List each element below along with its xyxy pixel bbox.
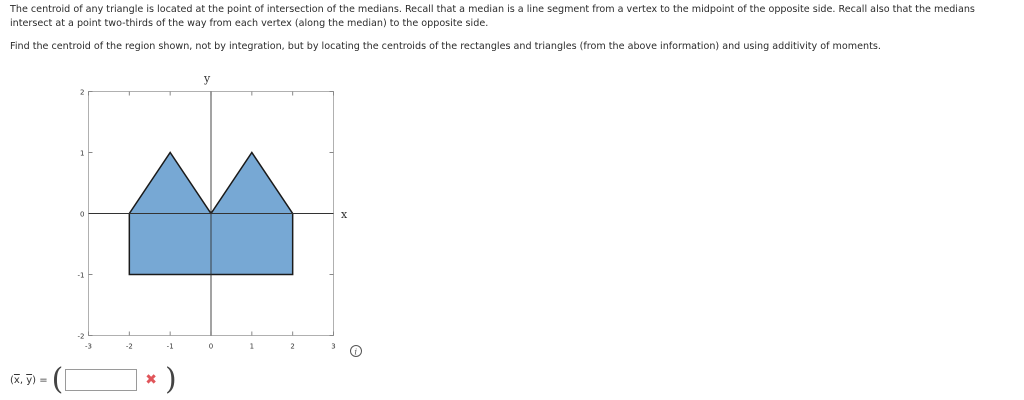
x-tick-label: -1 bbox=[166, 342, 174, 351]
y-tick-label: -2 bbox=[77, 332, 85, 341]
centroid-label: ($\overline{x}$, $\overline{y}$) = bbox=[10, 374, 48, 386]
question-paragraph-2: Find the centroid of the region shown, not by integration, but by locating the centroids of the rectangles and triangles (from the above information) and using additivity of moments. bbox=[10, 41, 881, 52]
y-tick-label: 1 bbox=[80, 149, 85, 158]
x-tick-label: -3 bbox=[85, 342, 92, 351]
close-paren: ) bbox=[165, 362, 177, 397]
wrong-x-icon: ✖ bbox=[145, 372, 158, 388]
centroid-answer-input[interactable] bbox=[65, 369, 137, 391]
x-tick-label: 1 bbox=[249, 342, 255, 351]
x-tick-label: -2 bbox=[125, 342, 133, 351]
x-tick-label: 3 bbox=[331, 342, 336, 351]
info-circle-icon[interactable] bbox=[351, 346, 362, 358]
x-tick-label: 2 bbox=[290, 342, 295, 351]
x-axis-label: x bbox=[341, 208, 348, 221]
open-paren: ( bbox=[51, 362, 64, 397]
answer-row bbox=[10, 362, 177, 398]
y-tick-label: 0 bbox=[80, 210, 85, 219]
question-paragraph-1: The centroid of any triangle is located at the point of intersection of the medians. Recall that a median is a line segment from a vertex to the midpoint of the opposite side. Recall also that the medians intersect at a point two-thirds of the way from each vertex (along the median) to the opposite side. bbox=[10, 4, 975, 29]
svg-text:i: i bbox=[354, 347, 358, 358]
y-axis-label: y bbox=[204, 72, 211, 85]
y-tick-label: 2 bbox=[80, 88, 85, 97]
x-tick-label: 0 bbox=[208, 342, 214, 351]
y-tick-label: -1 bbox=[77, 271, 85, 280]
